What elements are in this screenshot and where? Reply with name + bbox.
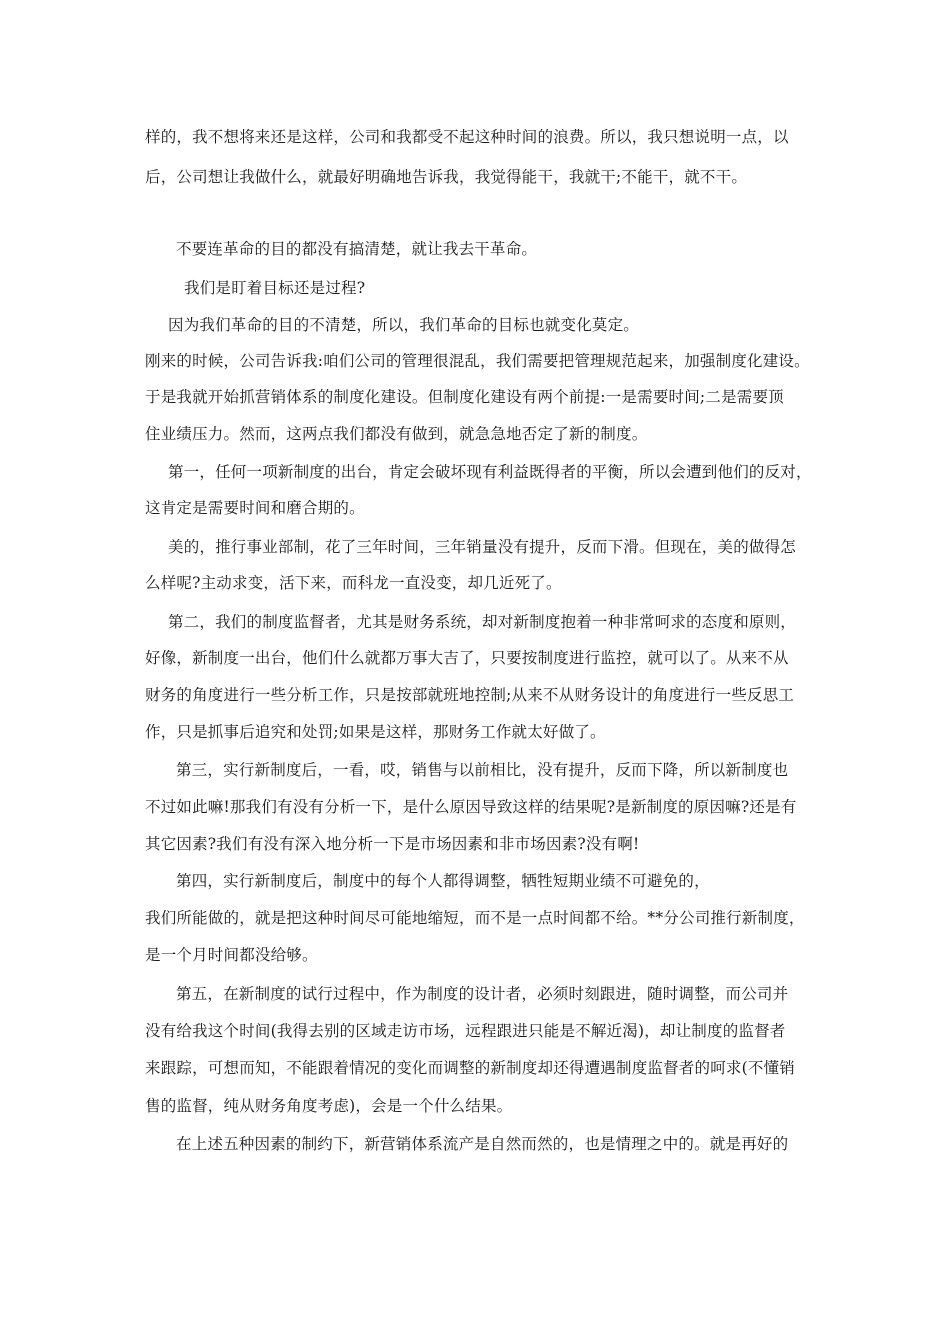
text-line: 来跟踪，可想而知，不能跟着情况的变化而调整的新制度却还得遭遇制度监督者的呵求(不懂销 [145, 1059, 795, 1077]
text-line: 因为我们革命的目的不清楚，所以，我们革命的目标也就变化莫定。 [168, 316, 640, 334]
text-line: 财务的角度进行一些分析工作，只是按部就班地控制;从来不从财务设计的角度进行一些反思工 [145, 686, 795, 704]
text-line: 么样呢?主动求变，活下来，而科龙一直没变，却几近死了。 [145, 574, 562, 592]
text-line: 第四，实行新制度后，制度中的每个人都得调整，牺牲短期业绩不可避免的， [176, 872, 710, 890]
text-line: 没有给我这个时间(我得去别的区域走访市场，远程跟进只能是不解近渴)，却让制度的监督者 [145, 1022, 786, 1040]
text-line: 其它因素?我们有没有深入地分析一下是市场因素和非市场因素?没有啊! [145, 835, 640, 853]
text-line: 不过如此嘛!那我们有没有分析一下，是什么原因导致这样的结果呢?是新制度的原因嘛?还是有 [145, 798, 797, 816]
text-line: 我们是盯着目标还是过程? [184, 279, 366, 297]
text-line: 在上述五种因素的制约下，新营销体系流产是自然而然的，也是情理之中的。就是再好的 [176, 1135, 789, 1153]
text-line: 第五，在新制度的试行过程中，作为制度的设计者，必须时刻跟进，随时调整，而公司并 [176, 985, 789, 1003]
text-line: 作，只是抓事后追究和处罚;如果是这样，那财务工作就太好做了。 [145, 723, 606, 741]
text-line: 样的，我不想将来还是这样，公司和我都受不起这种时间的浪费。所以，我只想说明一点，以 [145, 128, 789, 146]
text-line: 刚来的时候，公司告诉我:咱们公司的管理很混乱，我们需要把管理规范起来，加强制度化建设。 [145, 352, 810, 370]
text-line: 售的监督，纯从财务角度考虑)，会是一个什么结果。 [145, 1097, 513, 1115]
text-line: 这肯定是需要时间和磨合期的。 [145, 499, 365, 517]
text-line: 住业绩压力。然而，这两点我们都没有做到，就急急地否定了新的制度。 [145, 425, 648, 443]
text-line: 美的，推行事业部制，花了三年时间，三年销量没有提升，反而下滑。但现在，美的做得怎 [168, 538, 797, 556]
text-line: 好像，新制度一出台，他们什么就都万事大吉了，只要按制度进行监控，就可以了。从来不从 [145, 649, 789, 667]
text-line: 是一个月时间都没给够。 [145, 946, 318, 964]
text-line: 不要连革命的目的都没有搞清楚，就让我去干革命。 [176, 240, 538, 258]
text-line: 第二，我们的制度监督者，尤其是财务系统，却对新制度抱着一种非常呵求的态度和原则， [168, 613, 797, 631]
text-line: 第三，实行新制度后，一看，哎，销售与以前相比，没有提升，反而下降，所以新制度也 [176, 761, 789, 779]
text-line: 于是我就开始抓营销体系的制度化建设。但制度化建设有两个前提:一是需要时间;二是需要顶 [145, 388, 784, 406]
text-line: 第一，任何一项新制度的出台，肯定会破坏现有利益既得者的平衡，所以会遭到他们的反对， [168, 463, 812, 481]
text-line: 我们所能做的，就是把这种时间尽可能地缩短，而不是一点时间都不给。**分公司推行新制度， [145, 909, 805, 927]
text-line: 后，公司想让我做什么，就最好明确地告诉我，我觉得能干，我就干;不能干，就不干。 [145, 168, 748, 186]
